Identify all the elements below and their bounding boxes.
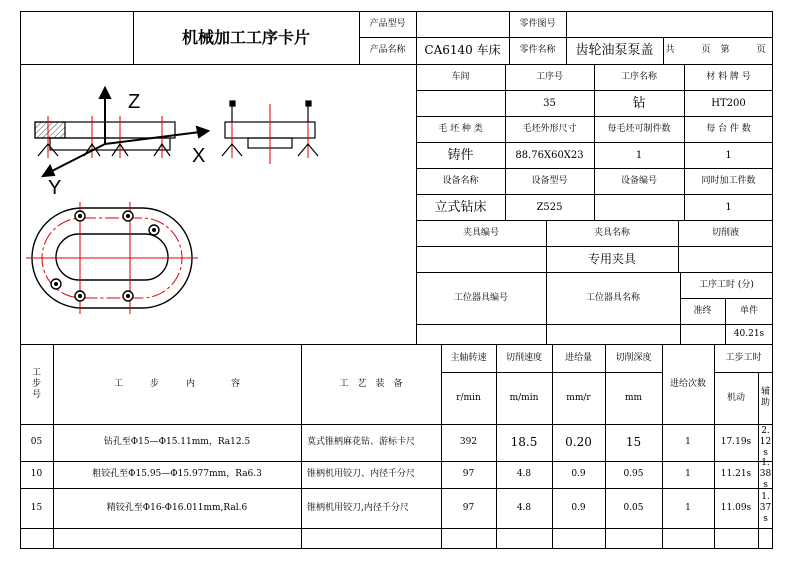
blank-size-value: 88.76X60X23 [515, 149, 584, 161]
prep-time-label: 准终 [693, 305, 712, 316]
step-equipment: 锥柄机用铰刀,内径千分尺 [307, 502, 409, 513]
pieces-per-unit-label: 每 台 件 数 [706, 123, 751, 134]
material-label: 材 料 牌 号 [706, 71, 751, 82]
part-no-label: 零件图号 [519, 18, 556, 29]
machine-time-header: 机动 [726, 392, 745, 403]
step-depth: 15 [625, 435, 642, 449]
aux-time-header: 辅助 [760, 387, 770, 408]
axis-y-label: Y [48, 177, 62, 199]
step-equipment: 锥柄机用铰刀、内径千分尺 [307, 469, 416, 479]
step-machine-time: 17.19s [720, 437, 752, 447]
pieces-per-blank-value: 1 [635, 149, 643, 161]
step-cutting-speed: 4.8 [516, 469, 532, 479]
spindle-speed-header: 主轴转速 [450, 352, 487, 363]
step-cutting-speed: 4.8 [516, 502, 532, 513]
step-passes: 1 [685, 469, 691, 479]
axis-x-label: X [192, 145, 206, 167]
step-aux-time: 2.12s [759, 426, 772, 458]
feed-header: 进给量 [564, 352, 592, 363]
part-name-label: 零件名称 [519, 45, 556, 55]
step-cutting-speed: 18.5 [510, 435, 538, 449]
step-passes: 1 [685, 502, 691, 513]
process-no-value: 35 [543, 97, 556, 109]
top-view [26, 202, 198, 314]
product-model-value [416, 11, 509, 37]
step-content: 钻孔至Φ15—Φ15.11mm，Ra12.5 [103, 437, 251, 447]
step-no: 15 [30, 502, 43, 513]
card-title: 机械加工工序卡片 [181, 28, 310, 47]
simultaneous-value: 1 [725, 201, 732, 213]
step-depth: 0.95 [623, 469, 644, 479]
step-speed: 97 [462, 469, 475, 479]
step-time-header: 工步工时 [725, 352, 762, 363]
step-no-header: 工步号 [31, 367, 41, 400]
product-name-label: 产品名称 [369, 45, 406, 55]
step-equipment: 莫式锥柄麻花钻、游标卡尺 [307, 437, 416, 447]
nth-label: 第 [720, 45, 730, 55]
equip-name-label: 设备名称 [442, 175, 479, 186]
unit-time-label: 单件 [739, 305, 758, 316]
process-no-label: 工序号 [535, 71, 563, 82]
step-aux-time: 1.37s [759, 491, 772, 524]
feed-unit: mm/r [566, 392, 591, 403]
equip-no-value [594, 194, 684, 220]
equip-name-value: 立式钻床 [434, 199, 487, 215]
passes-header: 进给次数 [669, 378, 706, 389]
page-label-2: 页 [756, 45, 766, 55]
total-label: 共 [665, 45, 675, 55]
step-machine-time: 11.21s [720, 469, 752, 479]
page-label-1: 页 [701, 45, 711, 55]
step-aux-time: 1.38s [759, 458, 772, 490]
depth-unit: mm [624, 392, 643, 403]
part-no-value [566, 11, 773, 37]
step-feed: 0.9 [571, 469, 586, 479]
step-passes: 1 [685, 437, 691, 447]
station-tool-name-label: 工位器具名称 [585, 292, 640, 303]
workshop-value [416, 90, 505, 116]
product-model-label: 产品型号 [369, 18, 406, 29]
equipment-header: 工 艺 装 备 [339, 378, 403, 389]
cutting-speed-header: 切削速度 [505, 352, 542, 363]
step-depth: 0.05 [623, 502, 644, 513]
pieces-per-blank-label: 每毛坯可制件数 [607, 123, 671, 134]
step-speed: 392 [459, 437, 478, 447]
coordinate-axes [43, 88, 208, 176]
unit-time-value: 40.21s [733, 328, 765, 339]
process-time-label: 工序工时 (分) [699, 279, 754, 290]
part-drawing [20, 64, 416, 344]
step-content: 精铰孔至Φ16-Φ16.011mm,Ral.6 [106, 502, 248, 513]
material-value: HT200 [711, 97, 746, 109]
product-name-value: CA6140 车床 [424, 43, 501, 57]
depth-header: 切削深度 [615, 352, 652, 363]
side-view [222, 101, 318, 164]
step-speed: 97 [462, 502, 475, 513]
workshop-label: 车间 [451, 71, 470, 82]
equip-model-value: Z525 [536, 201, 563, 213]
blank-type-label: 毛 坯 种 类 [438, 123, 483, 134]
step-feed: 0.9 [571, 502, 586, 513]
step-feed: 0.20 [565, 435, 592, 449]
process-name-label: 工序名称 [620, 71, 657, 82]
fixture-name-value: 专用夹具 [587, 251, 636, 266]
step-no: 05 [30, 437, 43, 447]
step-no: 10 [30, 469, 43, 479]
simultaneous-label: 同时加工件数 [701, 175, 756, 186]
blank-size-label: 毛坯外形尺寸 [522, 123, 577, 134]
pieces-per-unit-value: 1 [725, 149, 732, 161]
coolant-label: 切削液 [711, 227, 739, 238]
step-content-header: 工 步 内 容 [113, 378, 240, 389]
station-tool-no-label: 工位器具编号 [453, 292, 508, 303]
speed-unit: r/min [456, 392, 481, 403]
part-name-value: 齿轮油泵泵盖 [575, 43, 654, 58]
axis-z-label: Z [128, 91, 141, 113]
blank-type-value: 铸件 [447, 147, 474, 163]
equip-model-label: 设备型号 [531, 175, 568, 186]
step-content: 粗铰孔至Φ15.95—Φ15.977mm，Ra6.3 [92, 469, 262, 479]
cutting-unit: m/min [509, 392, 539, 403]
fixture-no-label: 夹具编号 [462, 227, 499, 238]
step-machine-time: 11.09s [720, 502, 752, 513]
fixture-name-label: 夹具名称 [593, 227, 630, 238]
equip-no-label: 设备编号 [620, 175, 657, 186]
process-name-value: 钻 [632, 95, 646, 111]
